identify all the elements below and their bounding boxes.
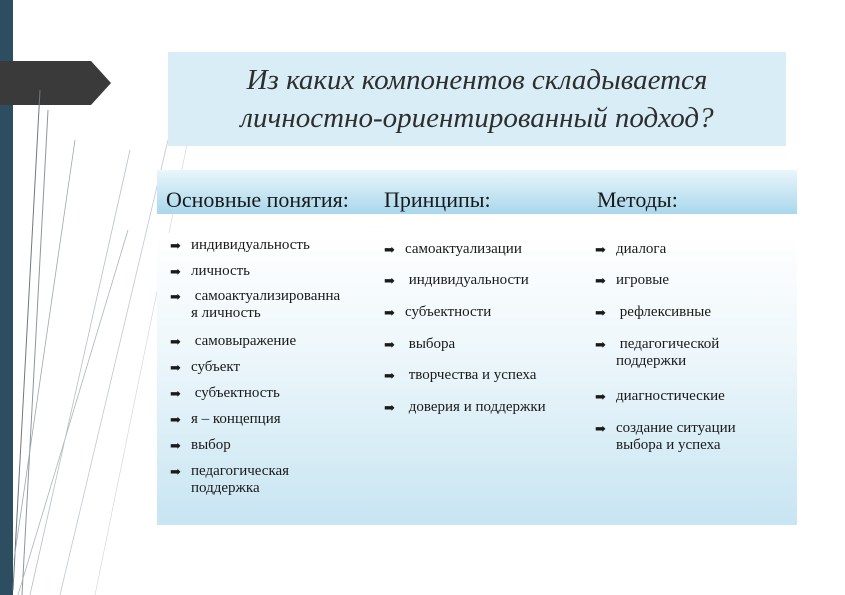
- list-item-text: выбор: [191, 437, 231, 453]
- arrow-bullet-icon: [170, 464, 181, 479]
- arrow-bullet-icon: [595, 337, 606, 352]
- arrow-bullet-icon: [595, 389, 606, 404]
- list-item: [164, 463, 396, 497]
- list-item: [378, 336, 615, 353]
- list-item: [164, 359, 396, 376]
- arrow-bullet-icon: [595, 421, 606, 436]
- list-item: [589, 241, 816, 258]
- arrow-bullet-icon: [384, 273, 395, 288]
- list-item-text: создание ситуации: [616, 420, 736, 436]
- list-item: [378, 241, 615, 258]
- arrow-bullet-icon: [384, 337, 395, 352]
- list-item: [164, 237, 396, 254]
- list-item-text: поддержки: [616, 353, 687, 369]
- list-item: [589, 304, 816, 321]
- list-item-text: субъект: [191, 359, 241, 375]
- list-item: [164, 288, 396, 322]
- arrow-bullet-icon: [595, 273, 606, 288]
- list-item-text: выбора и успеха: [616, 437, 721, 453]
- list-item-text: самоактуализированна: [191, 288, 341, 304]
- list-item-text: субъектность: [191, 385, 280, 401]
- arrow-bullet-icon: [170, 386, 181, 401]
- arrow-bullet-icon: [170, 264, 181, 279]
- list-item: [164, 385, 396, 402]
- list-item: [589, 420, 816, 454]
- list-item-text: самовыражение: [191, 333, 297, 349]
- title-line-1: Из каких компонентов складывается: [246, 64, 708, 96]
- list-item: [589, 272, 816, 289]
- list-item: [589, 388, 816, 405]
- list-item: [378, 304, 615, 321]
- arrow-bullet-icon: [595, 305, 606, 320]
- list-item: [164, 411, 396, 428]
- arrow-bullet-icon: [384, 400, 395, 415]
- slide-tab-marker: [0, 61, 111, 105]
- list-item-text: поддержка: [191, 480, 260, 496]
- list-item: [164, 437, 396, 454]
- arrow-bullet-icon: [170, 360, 181, 375]
- arrow-bullet-icon: [170, 412, 181, 427]
- list-item-text: я личность: [191, 305, 261, 321]
- list-item-text: индивидуальность: [191, 237, 310, 253]
- column-heading-principles: Принципы:: [384, 187, 491, 212]
- arrow-bullet-icon: [170, 438, 181, 453]
- arrow-bullet-icon: [170, 289, 181, 304]
- arrow-bullet-icon: [384, 242, 395, 257]
- list-item-text: игровые: [616, 272, 669, 288]
- arrow-bullet-icon: [170, 238, 181, 253]
- list-item-text: выбора: [405, 336, 456, 352]
- list-item-text: личность: [191, 263, 251, 279]
- arrow-bullet-icon: [384, 305, 395, 320]
- arrow-bullet-icon: [170, 334, 181, 349]
- list-item-text: диалога: [616, 241, 667, 257]
- list-item: [378, 399, 615, 416]
- list-item-text: рефлексивные: [616, 304, 712, 320]
- title-line-2: личностно-ориентированный подход?: [240, 102, 714, 134]
- column-heading-concepts: Основные понятия:: [166, 187, 349, 212]
- column-heading-methods: Методы:: [597, 187, 678, 212]
- list-item-text: я – концепция: [191, 411, 281, 427]
- list-item-text: индивидуальности: [405, 272, 529, 288]
- list-item-text: субъектности: [405, 304, 492, 320]
- list-item-text: педагогическая: [191, 463, 290, 479]
- list-item: [164, 263, 396, 280]
- list-item: [589, 336, 816, 370]
- list-item-text: доверия и поддержки: [405, 399, 546, 415]
- list-item: [164, 333, 396, 350]
- list-item: [378, 367, 615, 384]
- arrow-bullet-icon: [595, 242, 606, 257]
- arrow-bullet-icon: [384, 368, 395, 383]
- list-item-text: самоактуализации: [405, 241, 522, 257]
- list-item-text: педагогической: [616, 336, 720, 352]
- list-item-text: диагностические: [616, 388, 725, 404]
- list-item-text: творчества и успеха: [405, 367, 537, 383]
- list-item: [378, 272, 615, 289]
- slide-title-box: [168, 52, 786, 146]
